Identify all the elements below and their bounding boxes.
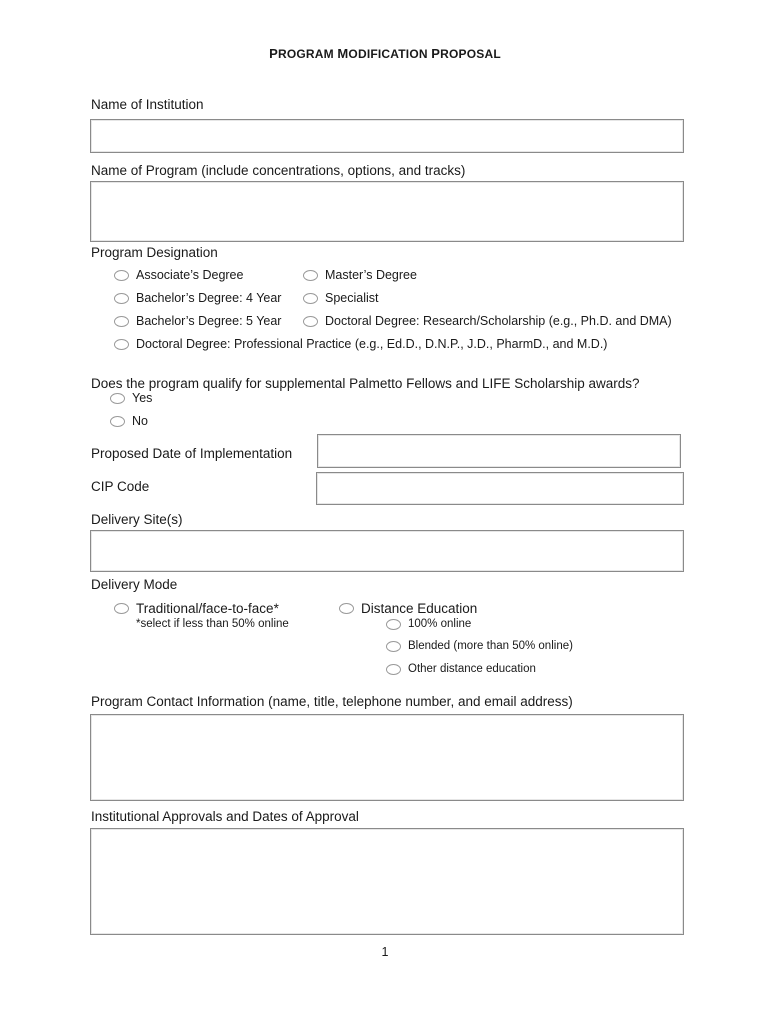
- designation-option-associates[interactable]: [114, 268, 243, 282]
- option-label: Specialist: [325, 291, 379, 305]
- title-part: ROGRAM: [277, 47, 338, 61]
- cip-code-field[interactable]: [316, 472, 684, 505]
- distance-option-other[interactable]: [386, 663, 536, 675]
- implementation-date-field[interactable]: [317, 434, 681, 468]
- approvals-label: Institutional Approvals and Dates of Approval: [91, 809, 359, 824]
- radio-button[interactable]: [303, 293, 318, 304]
- designation-option-bachelors-5[interactable]: [114, 314, 281, 328]
- radio-button[interactable]: [110, 416, 125, 427]
- radio-button[interactable]: [339, 603, 354, 614]
- radio-button[interactable]: [303, 316, 318, 327]
- option-label: Traditional/face-to-face*: [136, 601, 279, 616]
- distance-option-100-online[interactable]: [386, 618, 471, 630]
- title-part: ROPOSAL: [440, 47, 501, 61]
- option-label: Bachelor’s Degree: 4 Year: [136, 291, 282, 305]
- contact-info-field[interactable]: [90, 714, 684, 801]
- title-part: P: [269, 46, 278, 61]
- delivery-sites-label: Delivery Site(s): [91, 512, 183, 527]
- delivery-option-distance[interactable]: [339, 601, 477, 616]
- title-part: P: [431, 46, 441, 61]
- contact-info-label: Program Contact Information (name, title, telephone number, and email address): [91, 694, 573, 709]
- option-label: Other distance education: [408, 663, 536, 675]
- radio-button[interactable]: [386, 664, 401, 675]
- option-label: Distance Education: [361, 601, 478, 616]
- program-name-field[interactable]: [90, 181, 684, 242]
- designation-label: Program Designation: [91, 245, 218, 260]
- implementation-date-label: Proposed Date of Implementation: [91, 446, 293, 461]
- designation-option-specialist[interactable]: [303, 291, 379, 305]
- designation-option-bachelors-4[interactable]: [114, 291, 281, 305]
- option-label: No: [132, 414, 148, 428]
- program-name-label: Name of Program (include concentrations, options, and tracks): [91, 163, 466, 178]
- distance-option-blended[interactable]: [386, 640, 573, 652]
- page-number: 1: [381, 945, 389, 959]
- cip-code-label: CIP Code: [91, 479, 150, 494]
- radio-button[interactable]: [114, 270, 129, 281]
- supplemental-question: Does the program qualify for supplemental Palmetto Fellows and LIFE Scholarship awards?: [91, 376, 640, 391]
- option-label: Blended (more than 50% online): [408, 640, 573, 652]
- option-label: Bachelor’s Degree: 5 Year: [136, 314, 282, 328]
- radio-button[interactable]: [386, 619, 401, 630]
- approvals-field[interactable]: [90, 828, 684, 935]
- option-label: Master’s Degree: [325, 268, 417, 282]
- radio-button[interactable]: [114, 316, 129, 327]
- delivery-mode-label: Delivery Mode: [91, 577, 178, 592]
- radio-button[interactable]: [386, 641, 401, 652]
- option-label: Yes: [132, 391, 153, 405]
- designation-option-masters[interactable]: [303, 268, 417, 282]
- option-label: Doctoral Degree: Professional Practice (e.g., Ed.D., D.N.P., J.D., PharmD., and M.D.): [136, 337, 608, 351]
- radio-button[interactable]: [114, 293, 129, 304]
- institution-field[interactable]: [90, 119, 684, 153]
- radio-button[interactable]: [114, 603, 129, 614]
- traditional-note: *select if less than 50% online: [136, 618, 289, 630]
- supplemental-option-no[interactable]: [110, 414, 148, 428]
- radio-button[interactable]: [303, 270, 318, 281]
- page-title: [0, 46, 770, 61]
- delivery-option-traditional[interactable]: [114, 601, 279, 616]
- supplemental-option-yes[interactable]: [110, 391, 152, 405]
- delivery-sites-field[interactable]: [90, 530, 684, 572]
- title-part: M: [337, 46, 349, 61]
- option-label: Associate’s Degree: [136, 268, 244, 282]
- radio-button[interactable]: [114, 339, 129, 350]
- option-label: Doctoral Degree: Research/Scholarship (e.g., Ph.D. and DMA): [325, 314, 672, 328]
- option-label: 100% online: [408, 618, 472, 630]
- designation-option-doctoral-research[interactable]: [303, 314, 672, 328]
- radio-button[interactable]: [110, 393, 125, 404]
- institution-label: Name of Institution: [91, 97, 204, 112]
- title-part: ODIFICATION: [348, 47, 432, 61]
- designation-option-doctoral-professional[interactable]: [114, 337, 607, 351]
